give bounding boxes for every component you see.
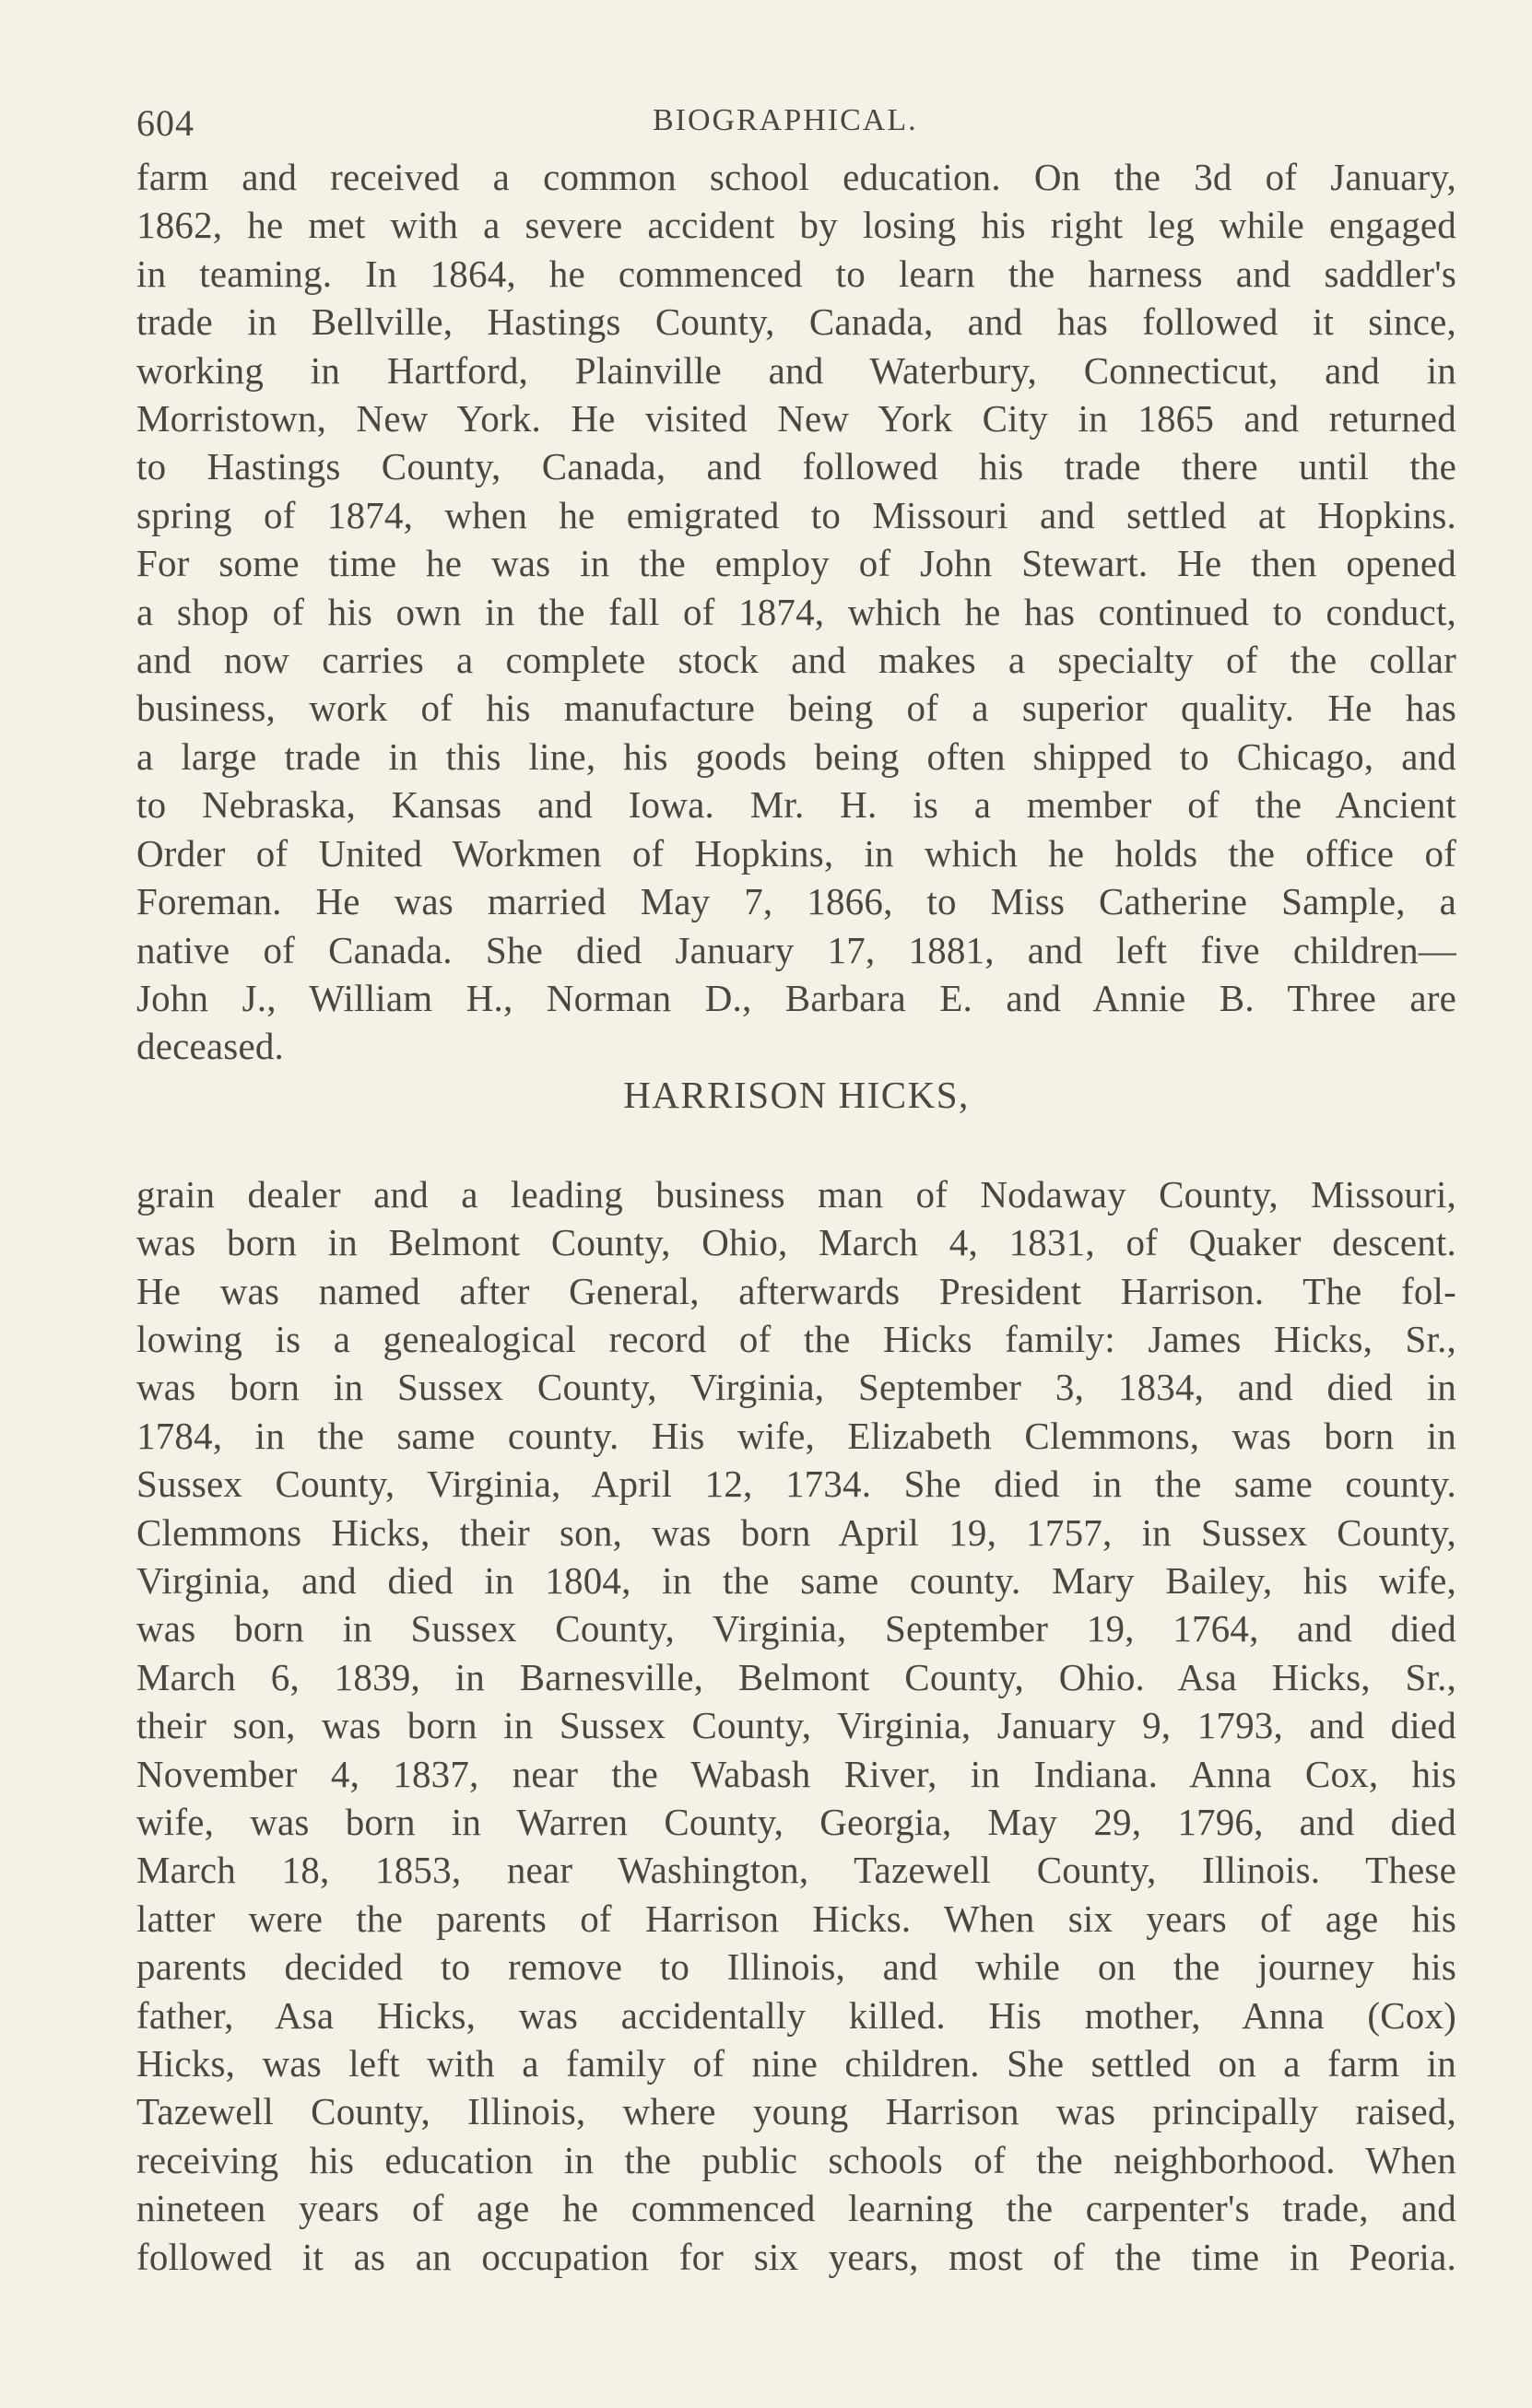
text-line: John J., William H., Norman D., Barbara E. and Annie B. Three are	[136, 976, 1456, 1019]
entry-name: HARRISON HICKS,	[623, 1073, 970, 1116]
text-line: Order of United Workmen of Hopkins, in which he holds the office of	[136, 831, 1456, 875]
text-line: 1784, in the same county. His wife, Elizabeth Clemmons, was born in	[136, 1414, 1456, 1457]
text-line: Virginia, and died in 1804, in the same county. Mary Bailey, his wife,	[136, 1558, 1456, 1602]
text-line: March 6, 1839, in Barnesville, Belmont County, Ohio. Asa Hicks, Sr.,	[136, 1655, 1456, 1698]
text-line: a large trade in this line, his goods being often shipped to Chicago, and	[136, 734, 1456, 778]
text-line: spring of 1874, when he emigrated to Missouri and settled at Hopkins.	[136, 493, 1456, 536]
text-line: Tazewell County, Illinois, where young Harrison was principally raised,	[136, 2090, 1456, 2133]
text-line: father, Asa Hicks, was accidentally killed. His mother, Anna (Cox)	[136, 1993, 1456, 2037]
text-line: wife, was born in Warren County, Georgia, May 29, 1796, and died	[136, 1801, 1456, 1843]
text-line: grain dealer and a leading business man of Nodaway County, Missouri,	[136, 1172, 1456, 1216]
text-line: was born in Sussex County, Virginia, September 19, 1764, and died	[136, 1607, 1456, 1650]
text-line: a shop of his own in the fall of 1874, which he has continued to conduct,	[136, 590, 1456, 633]
text-line: farm and received a common school education. On the 3d of January,	[136, 156, 1456, 198]
text-line: receiving his education in the public schools of the neighborhood. When	[136, 2138, 1456, 2181]
text-line: He was named after General, afterwards President Harrison. The fol-	[136, 1269, 1456, 1312]
text-line: in teaming. In 1864, he commenced to learn the harness and saddler's	[136, 252, 1456, 295]
text-line: Hicks, was left with a family of nine children. She settled on a farm in	[136, 2042, 1456, 2085]
entry-heading	[136, 1071, 1456, 1170]
text-line: nineteen years of age he commenced learning the carpenter's trade, and	[136, 2187, 1456, 2230]
text-line: followed it as an occupation for six years, most of the time in Peoria.	[136, 2235, 1456, 2278]
text-line: lowing is a genealogical record of the Hicks family: James Hicks, Sr.,	[136, 1317, 1456, 1360]
text-line: to Nebraska, Kansas and Iowa. Mr. H. is a member of the Ancient	[136, 783, 1456, 827]
text-line: For some time he was in the employ of John Stewart. He then opened	[136, 542, 1456, 585]
text-line: native of Canada. She died January 17, 1881, and left five children—	[136, 928, 1456, 971]
text-line: Foreman. He was married May 7, 1866, to Miss Catherine Sample, a	[136, 880, 1456, 923]
text-line: Sussex County, Virginia, April 12, 1734. She died in the same county.	[136, 1462, 1456, 1506]
text-line: working in Hartford, Plainville and Waterbury, Connecticut, and in	[136, 348, 1456, 392]
text-line: latter were the parents of Harrison Hicks. When six years of age his	[136, 1897, 1456, 1940]
text-line: 1862, he met with a severe accident by losing his right leg while engaged	[136, 204, 1456, 247]
text-line: to Hastings County, Canada, and followed his trade there until the	[136, 445, 1456, 488]
text-line: was born in Belmont County, Ohio, March 4, 1831, of Quaker descent.	[136, 1221, 1456, 1264]
text-line: business, work of his manufacture being of a superior quality. He has	[136, 687, 1456, 730]
text-line: was born in Sussex County, Virginia, September 3, 1834, and died in	[136, 1366, 1456, 1409]
text-line: Morristown, New York. He visited New York City in 1865 and returned	[136, 397, 1456, 440]
entry-paragraph	[136, 1170, 1456, 2281]
book-page	[136, 88, 1456, 2281]
text-line: their son, was born in Sussex County, Virginia, January 9, 1793, and died	[136, 1704, 1456, 1747]
text-line: trade in Bellville, Hastings County, Canada, and has followed it since,	[136, 300, 1456, 344]
running-head	[136, 88, 1456, 153]
section-title: BIOGRAPHICAL.	[653, 103, 918, 137]
text-line: deceased.	[136, 1025, 284, 1068]
text-line: parents decided to remove to Illinois, and while on the journey his	[136, 1945, 1456, 1989]
text-line: November 4, 1837, near the Wabash River, in Indiana. Anna Cox, his	[136, 1752, 1456, 1795]
text-line: March 18, 1853, near Washington, Tazewell County, Illinois. These	[136, 1849, 1456, 1892]
continued-entry-paragraph	[136, 153, 1456, 1071]
page-number: 604	[136, 102, 194, 144]
text-line: and now carries a complete stock and makes a specialty of the collar	[136, 639, 1456, 682]
text-line: Clemmons Hicks, their son, was born April 19, 1757, in Sussex County,	[136, 1510, 1456, 1554]
